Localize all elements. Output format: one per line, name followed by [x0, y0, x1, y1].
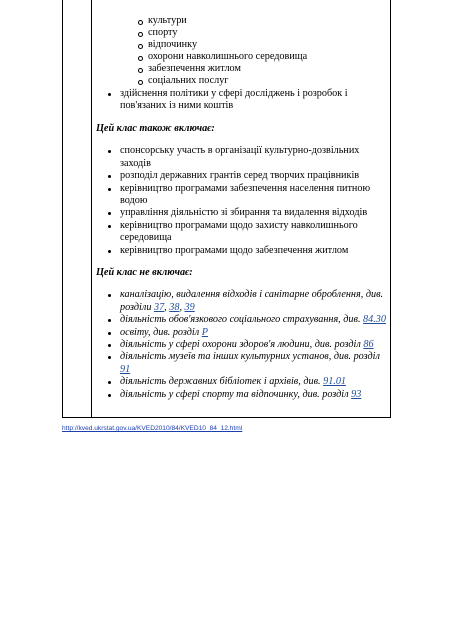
section-link[interactable]: 91: [120, 363, 131, 375]
source-url-link[interactable]: http://kved.ukrstat.gov.ua/KVED2010/84/KVED10_84_12.html: [62, 425, 243, 432]
section-link[interactable]: 93: [351, 388, 362, 400]
section-link[interactable]: 39: [184, 301, 195, 313]
list-item: [96, 389, 388, 401]
excludes-list: [96, 289, 388, 401]
list-item: [96, 376, 388, 388]
list-item: відпочинку: [96, 39, 388, 51]
item-text: діяльність державних бібліотек і архівів, див.: [120, 376, 324, 388]
section-link[interactable]: 86: [363, 338, 374, 350]
list-item: [96, 289, 388, 314]
excludes-heading: Цей клас не включає:: [96, 266, 193, 278]
item-text: каналізацію, видалення відходів і санітарне оброблення, див. розділи: [120, 289, 384, 313]
list-item: [96, 314, 388, 326]
list-item: здійснення політики у сфері досліджень і розробок і пов'язаних із ними коштів: [96, 88, 388, 113]
item-text: діяльність у сфері спорту та відпочинку, див. розділ: [120, 388, 352, 400]
list-item: керівництво програмами щодо забезпечення житлом: [96, 245, 388, 257]
separator: ,: [164, 301, 170, 313]
section-link[interactable]: P: [201, 326, 208, 338]
list-item: [96, 339, 388, 351]
list-item: керівництво програмами щодо захисту навколишнього середовища: [96, 220, 388, 245]
section-link[interactable]: 91.01: [323, 376, 347, 388]
item-text: діяльність у сфері охорони здоров'я людини, див. розділ: [120, 338, 364, 350]
section-link[interactable]: 37: [153, 301, 165, 313]
list-item: забезпечення житлом: [96, 63, 388, 75]
list-item: керівництво програмами забезпечення населення питною водою: [96, 183, 388, 208]
list-item: охорони навколишнього середовища: [96, 51, 388, 63]
item-text: діяльність музеїв та інших культурних установ, див. розділ: [120, 351, 380, 363]
item-text: освіту, див. розділ: [120, 326, 202, 338]
section-link[interactable]: 38: [169, 301, 180, 313]
list-item: соціальних послуг: [96, 75, 388, 87]
list-item: спорту: [96, 27, 388, 39]
separator: ,: [179, 301, 185, 313]
list-item: спонсорську участь в організації культурно-дозвільних заходів: [96, 145, 388, 170]
policy-list: [96, 88, 388, 113]
table-column-divider: [91, 0, 92, 417]
includes-list: [96, 145, 388, 257]
list-item: культури: [96, 15, 388, 27]
section-link[interactable]: 84.30: [363, 314, 386, 326]
list-item: [96, 327, 388, 339]
item-text: діяльність обов'язкового соціального страхування, див.: [120, 314, 364, 326]
class-description: [96, 15, 388, 401]
list-item: [96, 351, 388, 376]
list-item: управління діяльністю зі збирання та видалення відходів: [96, 207, 388, 219]
includes-heading: Цей клас також включає:: [96, 122, 215, 134]
sub-list: [96, 15, 388, 88]
list-item: розподіл державних грантів серед творчих працівників: [96, 170, 388, 182]
